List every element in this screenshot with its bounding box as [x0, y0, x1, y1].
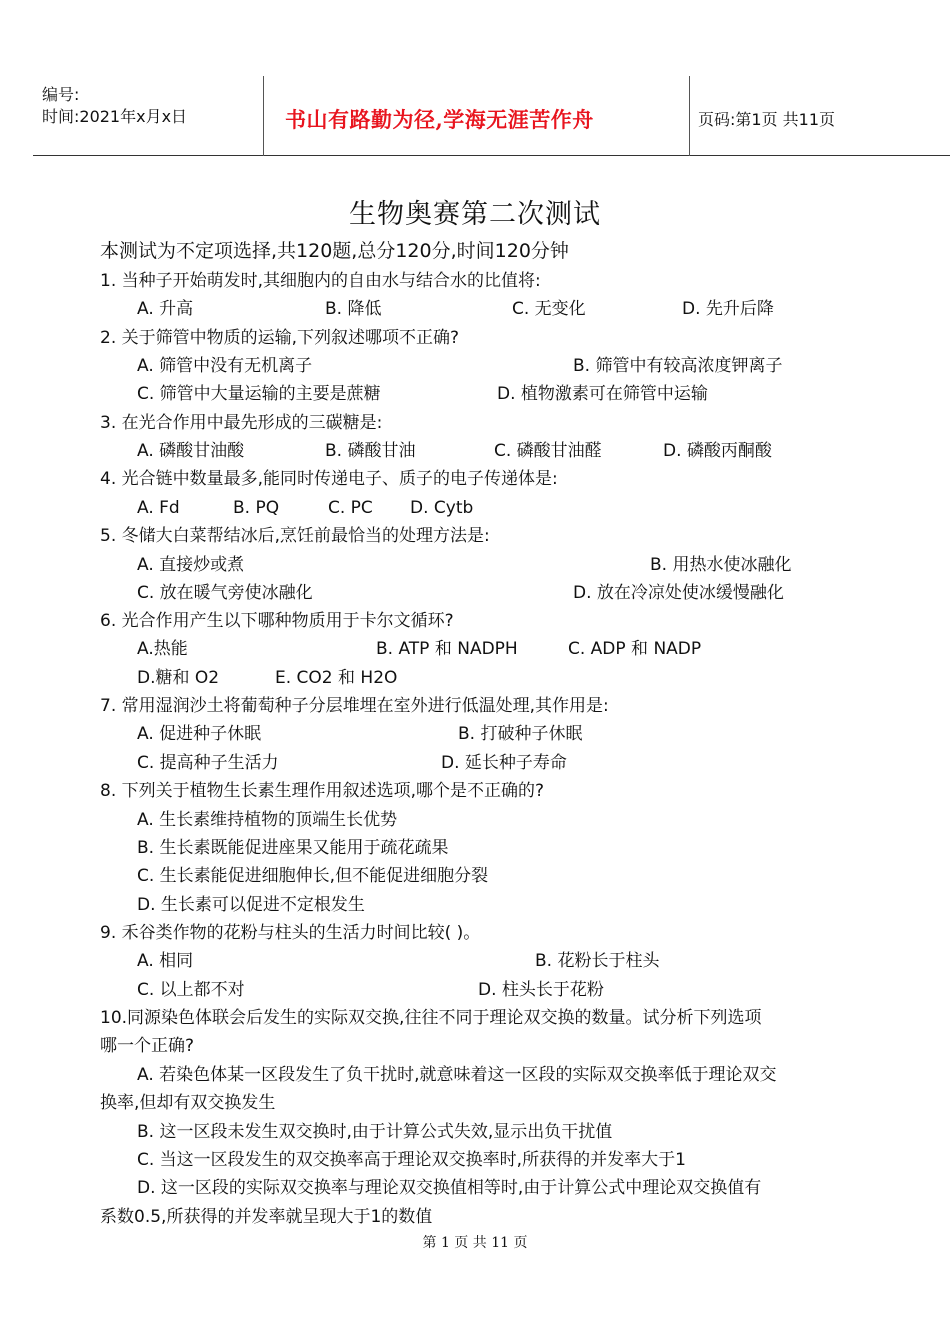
- option: D. 柱头长于花粉: [478, 980, 604, 1000]
- question-stem: 哪一个正确?: [100, 1036, 195, 1056]
- question-stem: 1. 当种子开始萌发时,其细胞内的自由水与结合水的比值将:: [100, 271, 541, 291]
- option: C. 生长素能促进细胞伸长,但不能促进细胞分裂: [137, 866, 489, 886]
- time-label: 时间:2021年x月x日: [42, 107, 188, 126]
- option: A. 促进种子休眠: [137, 724, 262, 744]
- option: A. Fd: [137, 498, 180, 518]
- option: B. 生长素既能促进座果又能用于疏花疏果: [137, 838, 449, 858]
- option: C. 当这一区段发生的双交换率高于理论双交换率时,所获得的并发率大于1: [137, 1150, 686, 1170]
- serial-label: 编号:: [42, 85, 80, 104]
- option: B. ATP 和 NADPH: [376, 639, 518, 659]
- option: D. 生长素可以促进不定根发生: [137, 895, 365, 915]
- option: 系数0.5,所获得的并发率就呈现大于1的数值: [100, 1207, 433, 1227]
- option: B. 这一区段未发生双交换时,由于计算公式失效,显示出负干扰值: [137, 1122, 613, 1142]
- page-info: 页码:第1页 共11页: [698, 110, 836, 129]
- option: D. 先升后降: [682, 299, 774, 319]
- question-stem: 6. 光合作用产生以下哪种物质用于卡尔文循环?: [100, 611, 454, 631]
- question-stem: 5. 冬储大白菜帮结冰后,烹饪前最恰当的处理方法是:: [100, 526, 490, 546]
- option: C. 无变化: [512, 299, 586, 319]
- question-stem: 10.同源染色体联会后发生的实际双交换,往往不同于理论双交换的数量。试分析下列选项: [100, 1008, 762, 1028]
- question-stem: 2. 关于筛管中物质的运输,下列叙述哪项不正确?: [100, 328, 460, 348]
- option: C. 提高种子生活力: [137, 753, 279, 773]
- option: A. 升高: [137, 299, 194, 319]
- option: D.糖和 O2: [137, 668, 220, 688]
- option: D. Cytb: [410, 498, 474, 518]
- option: B. 花粉长于柱头: [535, 951, 660, 971]
- question-stem: 7. 常用湿润沙土将葡萄种子分层堆埋在室外进行低温处理,其作用是:: [100, 696, 609, 716]
- option: C. PC: [328, 498, 373, 518]
- question-stem: 3. 在光合作用中最先形成的三碳糖是:: [100, 413, 383, 433]
- option: E. CO2 和 H2O: [275, 668, 398, 688]
- intro-text: 本测试为不定项选择,共120题,总分120分,时间120分钟: [100, 240, 569, 262]
- question-stem: 8. 下列关于植物生长素生理作用叙述选项,哪个是不正确的?: [100, 781, 545, 801]
- option: D. 放在冷凉处使冰缓慢融化: [573, 583, 784, 603]
- option: C. 放在暖气旁使冰融化: [137, 583, 313, 603]
- option: B. 筛管中有较高浓度钾离子: [573, 356, 783, 376]
- header-page-cell: [689, 76, 949, 156]
- option: A. 直接炒或煮: [137, 555, 245, 575]
- option: B. 磷酸甘油: [325, 441, 416, 461]
- question-stem: 4. 光合链中数量最多,能同时传递电子、质子的电子传递体是:: [100, 469, 558, 489]
- option: B. PQ: [233, 498, 280, 518]
- option: A.热能: [137, 639, 188, 659]
- header-meta-cell: [33, 76, 264, 156]
- option: A. 若染色体某一区段发生了负干扰时,就意味着这一区段的实际双交换率低于理论双交: [137, 1065, 777, 1085]
- option: C. 筛管中大量运输的主要是蔗糖: [137, 384, 381, 404]
- motto: 书山有路勤为径,学海无涯苦作舟: [285, 107, 594, 132]
- option: D. 磷酸丙酮酸: [663, 441, 772, 461]
- option: B. 用热水使冰融化: [650, 555, 792, 575]
- page-footer: 第 1 页 共 11 页: [422, 1235, 528, 1251]
- option: A. 筛管中没有无机离子: [137, 356, 313, 376]
- option: A. 生长素维持植物的顶端生长优势: [137, 810, 398, 830]
- option: B. 打破种子休眠: [458, 724, 583, 744]
- option: D. 延长种子寿命: [441, 753, 567, 773]
- page-title: 生物奥赛第二次测试: [349, 199, 601, 230]
- document-header: [33, 76, 950, 156]
- option: C. ADP 和 NADP: [568, 639, 702, 659]
- option: B. 降低: [325, 299, 382, 319]
- option: A. 相同: [137, 951, 194, 971]
- option: A. 磷酸甘油酸: [137, 441, 245, 461]
- option: 换率,但却有双交换发生: [100, 1093, 276, 1113]
- option: C. 以上都不对: [137, 980, 245, 1000]
- option: D. 植物激素可在筛管中运输: [497, 384, 708, 404]
- option: D. 这一区段的实际双交换率与理论双交换值相等时,由于计算公式中理论双交换值有: [137, 1178, 762, 1198]
- option: C. 磷酸甘油醛: [494, 441, 602, 461]
- header-motto-cell: [263, 76, 690, 156]
- question-stem: 9. 禾谷类作物的花粉与柱头的生活力时间比较( )。: [100, 923, 481, 943]
